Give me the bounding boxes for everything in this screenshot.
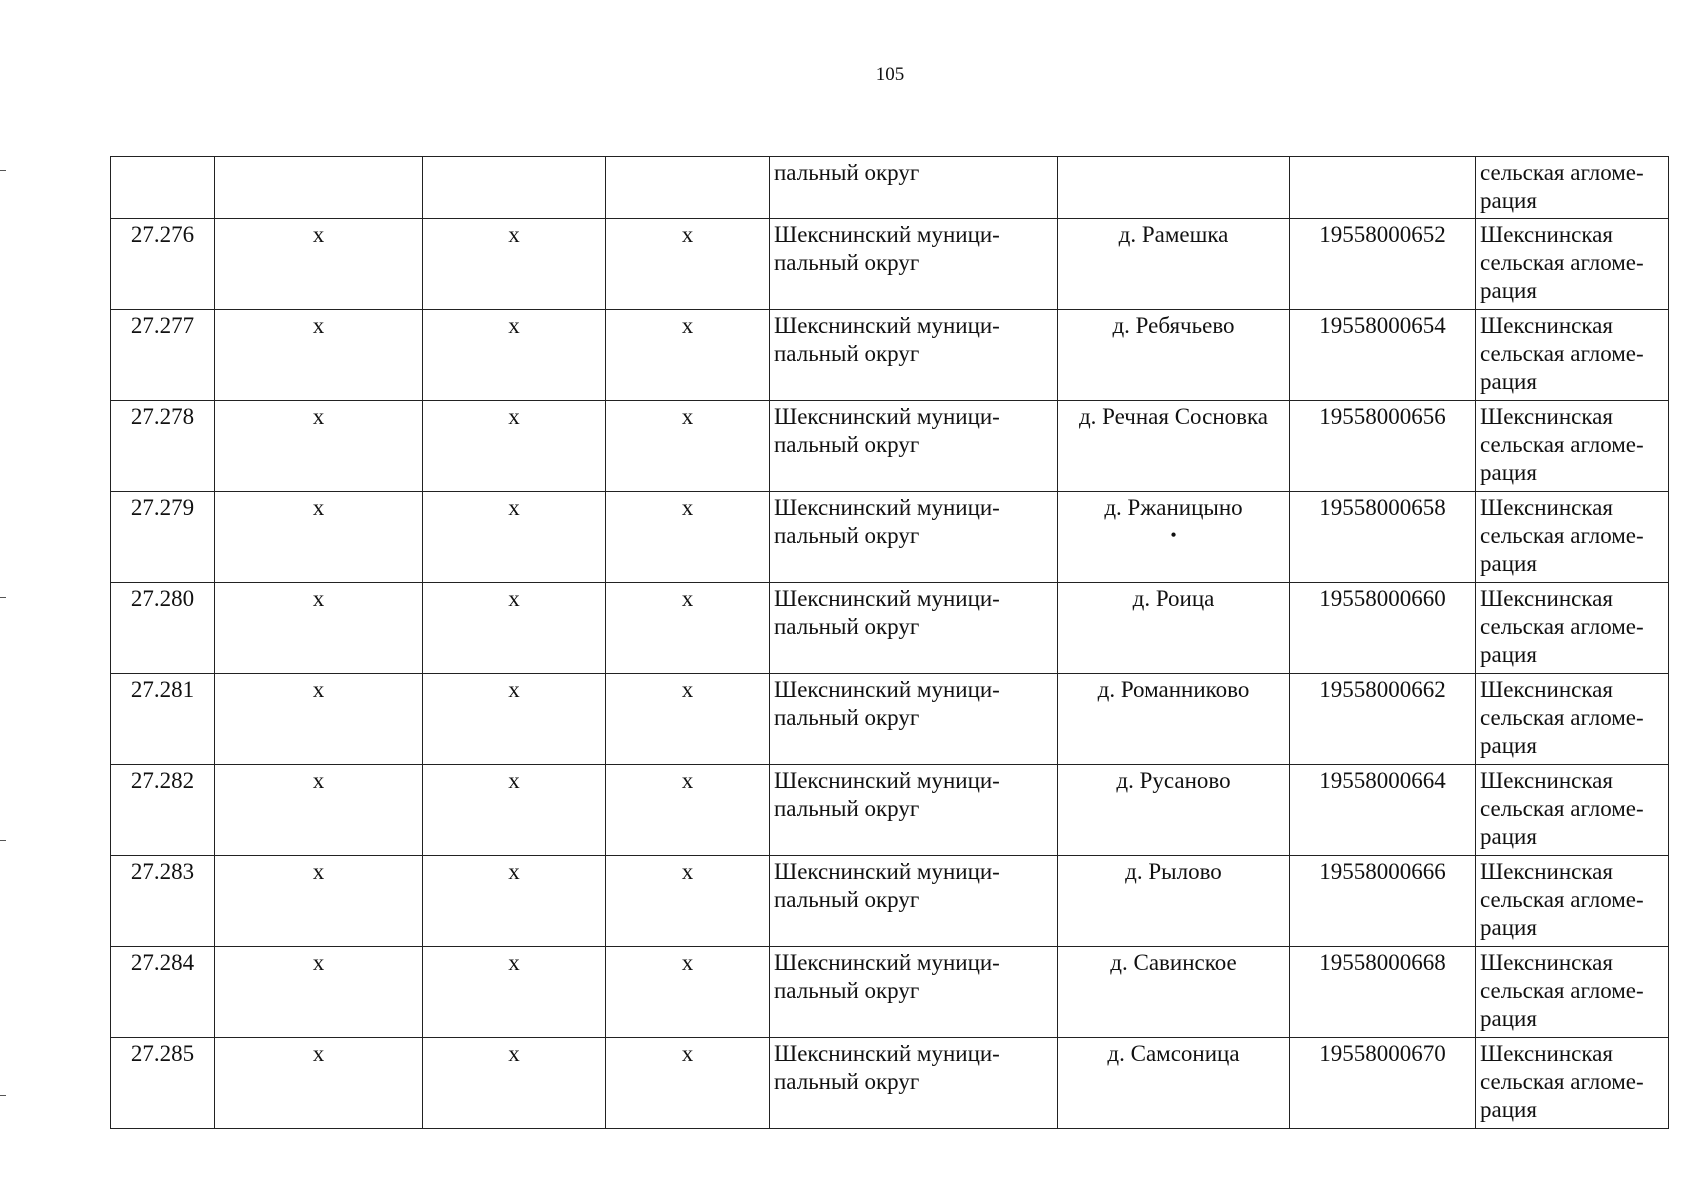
cell-district: Шекснинский муници- пальный округ bbox=[770, 1038, 1058, 1129]
cell-agglomeration: Шекснинская сельская агломе- рация bbox=[1476, 401, 1669, 492]
cell-oktmo: 19558000656 bbox=[1290, 401, 1476, 492]
cell-number: 27.280 bbox=[111, 583, 215, 674]
cell-col4: x bbox=[606, 856, 770, 947]
cell-col4 bbox=[606, 157, 770, 219]
cell-number: 27.282 bbox=[111, 765, 215, 856]
table-row bbox=[111, 765, 1669, 856]
cell-oktmo: 19558000658 bbox=[1290, 492, 1476, 583]
cell-oktmo: 19558000666 bbox=[1290, 856, 1476, 947]
table-row bbox=[111, 492, 1669, 583]
cell-district: Шекснинский муници- пальный округ bbox=[770, 219, 1058, 310]
margin-mark bbox=[0, 840, 6, 841]
cell-col2: x bbox=[215, 401, 423, 492]
margin-mark bbox=[0, 597, 6, 598]
cell-col4: x bbox=[606, 1038, 770, 1129]
cell-col2: x bbox=[215, 856, 423, 947]
cell-district: пальный округ bbox=[770, 157, 1058, 219]
table-row bbox=[111, 583, 1669, 674]
cell-district: Шекснинский муници- пальный округ bbox=[770, 947, 1058, 1038]
table-body bbox=[111, 157, 1669, 1129]
cell-col2 bbox=[215, 157, 423, 219]
cell-settlement: д. Рамешка bbox=[1058, 219, 1290, 310]
cell-agglomeration: Шекснинская сельская агломе- рация bbox=[1476, 765, 1669, 856]
cell-district: Шекснинский муници- пальный округ bbox=[770, 765, 1058, 856]
cell-col4: x bbox=[606, 492, 770, 583]
cell-settlement: д. Роица bbox=[1058, 583, 1290, 674]
cell-col4: x bbox=[606, 765, 770, 856]
cell-col3 bbox=[423, 157, 606, 219]
cell-district: Шекснинский муници- пальный округ bbox=[770, 401, 1058, 492]
cell-col3: x bbox=[423, 674, 606, 765]
cell-district: Шекснинский муници- пальный округ bbox=[770, 856, 1058, 947]
cell-settlement: д. Самсоница bbox=[1058, 1038, 1290, 1129]
cell-col3: x bbox=[423, 219, 606, 310]
cell-col2: x bbox=[215, 765, 423, 856]
cell-col3: x bbox=[423, 583, 606, 674]
cell-col3: x bbox=[423, 765, 606, 856]
cell-col2: x bbox=[215, 674, 423, 765]
table-row bbox=[111, 674, 1669, 765]
cell-col2: x bbox=[215, 310, 423, 401]
cell-agglomeration: Шекснинская сельская агломе- рация bbox=[1476, 219, 1669, 310]
cell-oktmo: 19558000664 bbox=[1290, 765, 1476, 856]
cell-settlement: д. Русаново bbox=[1058, 765, 1290, 856]
table-row bbox=[111, 401, 1669, 492]
cell-col3: x bbox=[423, 856, 606, 947]
cell-settlement: д. Речная Сосновка bbox=[1058, 401, 1290, 492]
cell-oktmo: 19558000660 bbox=[1290, 583, 1476, 674]
cell-col4: x bbox=[606, 583, 770, 674]
cell-agglomeration: Шекснинская сельская агломе- рация bbox=[1476, 674, 1669, 765]
table-row-continued bbox=[111, 157, 1669, 219]
cell-agglomeration: Шекснинская сельская агломе- рация bbox=[1476, 1038, 1669, 1129]
cell-number: 27.284 bbox=[111, 947, 215, 1038]
cell-col4: x bbox=[606, 674, 770, 765]
cell-settlement: д. Ребячьево bbox=[1058, 310, 1290, 401]
cell-agglomeration: сельская агломе- рация bbox=[1476, 157, 1669, 219]
cell-col2: x bbox=[215, 947, 423, 1038]
cell-settlement: д. Ржаницыно • bbox=[1058, 492, 1290, 583]
page-number: 105 bbox=[875, 64, 905, 85]
cell-col3: x bbox=[423, 1038, 606, 1129]
cell-number bbox=[111, 157, 215, 219]
cell-oktmo: 19558000662 bbox=[1290, 674, 1476, 765]
cell-settlement bbox=[1058, 157, 1290, 219]
margin-mark bbox=[0, 1095, 6, 1096]
cell-col3: x bbox=[423, 947, 606, 1038]
cell-settlement: д. Савинское bbox=[1058, 947, 1290, 1038]
cell-col2: x bbox=[215, 492, 423, 583]
settlements-table bbox=[110, 156, 1669, 1129]
cell-col2: x bbox=[215, 219, 423, 310]
cell-col3: x bbox=[423, 310, 606, 401]
cell-settlement: д. Романниково bbox=[1058, 674, 1290, 765]
table-row bbox=[111, 219, 1669, 310]
cell-number: 27.276 bbox=[111, 219, 215, 310]
cell-oktmo: 19558000652 bbox=[1290, 219, 1476, 310]
cell-oktmo: 19558000668 bbox=[1290, 947, 1476, 1038]
cell-oktmo: 19558000654 bbox=[1290, 310, 1476, 401]
cell-agglomeration: Шекснинская сельская агломе- рация bbox=[1476, 492, 1669, 583]
cell-number: 27.277 bbox=[111, 310, 215, 401]
cell-agglomeration: Шекснинская сельская агломе- рация bbox=[1476, 856, 1669, 947]
cell-oktmo bbox=[1290, 157, 1476, 219]
cell-number: 27.279 bbox=[111, 492, 215, 583]
cell-agglomeration: Шекснинская сельская агломе- рация bbox=[1476, 583, 1669, 674]
cell-number: 27.285 bbox=[111, 1038, 215, 1129]
cell-col4: x bbox=[606, 401, 770, 492]
dot-mark: • bbox=[1170, 525, 1177, 545]
table-row bbox=[111, 310, 1669, 401]
cell-district: Шекснинский муници- пальный округ bbox=[770, 583, 1058, 674]
cell-col4: x bbox=[606, 947, 770, 1038]
cell-agglomeration: Шекснинская сельская агломе- рация bbox=[1476, 310, 1669, 401]
cell-col4: x bbox=[606, 219, 770, 310]
cell-oktmo: 19558000670 bbox=[1290, 1038, 1476, 1129]
margin-mark bbox=[0, 170, 6, 171]
table-row bbox=[111, 947, 1669, 1038]
table-row bbox=[111, 856, 1669, 947]
cell-col3: x bbox=[423, 492, 606, 583]
cell-col4: x bbox=[606, 310, 770, 401]
cell-number: 27.283 bbox=[111, 856, 215, 947]
cell-number: 27.278 bbox=[111, 401, 215, 492]
cell-agglomeration: Шекснинская сельская агломе- рация bbox=[1476, 947, 1669, 1038]
cell-district: Шекснинский муници- пальный округ bbox=[770, 492, 1058, 583]
cell-col3: x bbox=[423, 401, 606, 492]
cell-district: Шекснинский муници- пальный округ bbox=[770, 310, 1058, 401]
cell-settlement: д. Рылово bbox=[1058, 856, 1290, 947]
table-row bbox=[111, 1038, 1669, 1129]
cell-col2: x bbox=[215, 583, 423, 674]
cell-col2: x bbox=[215, 1038, 423, 1129]
cell-number: 27.281 bbox=[111, 674, 215, 765]
cell-district: Шекснинский муници- пальный округ bbox=[770, 674, 1058, 765]
